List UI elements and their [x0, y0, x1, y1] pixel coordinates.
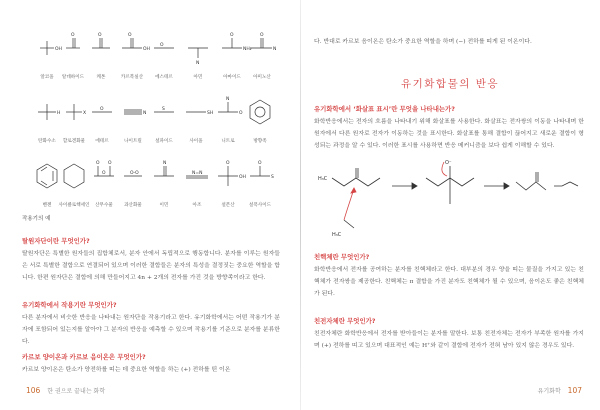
section-text-arrow: 화학반응에서는 전자의 흐름을 나타내기 위해 화살표를 사용한다. 화살표는 전자쌍의 이동을 나타내며 한 원자에서 다른 원자로 전자가 이동하는 것을 표시한다. 화살표를 통해 결합이 끊어지고 새로운 결합이 형성되는 과정을 알 수 있다. 이러한 표시를 사용하면 반응 메커니즘을 보다 쉽게 이해할 수 있다. — [314, 119, 584, 149]
label-carboxylic-acid: 카르복실산 — [120, 75, 144, 80]
section-heading-functional-group: 유기화학에서 작용기란 무엇인가? — [22, 301, 117, 309]
svg-text:O: O — [71, 33, 75, 38]
svg-text:O: O — [160, 43, 164, 48]
svg-text:N: N — [196, 61, 200, 66]
label-anhydride: 산무수물 — [95, 203, 113, 208]
svg-text:O: O — [102, 171, 106, 176]
section-text-carbocation: 카르보 양이온은 탄소가 양전하를 띠는 데 중요한 역할을 하는 (+) 전하를 띤 이온 — [22, 367, 231, 373]
reaction-mechanism-drawing — [314, 156, 584, 246]
label-nitro: 니트로 — [221, 139, 235, 144]
svg-text:S: S — [162, 107, 165, 112]
section-heading-nucleophile: 친핵체란 무엇인가? — [314, 253, 370, 261]
svg-text:O: O — [96, 161, 100, 166]
svg-text:O: O — [108, 161, 112, 166]
page-gutter — [300, 0, 301, 410]
label-o-minus: O⁻ — [445, 160, 452, 166]
svg-text:O‑O: O‑O — [130, 171, 139, 176]
page-number-right: 107 — [567, 386, 582, 395]
label-amine: 아민 — [193, 75, 203, 80]
label-ester: 에스테르 — [155, 75, 173, 80]
label-ketone: 케톤 — [96, 75, 106, 80]
svg-text:OH: OH — [239, 175, 246, 180]
figure-row-1 — [32, 22, 278, 74]
label-azo: 아조 — [192, 203, 202, 208]
figure-row-2-labels — [32, 138, 278, 148]
svg-text:O: O — [128, 33, 132, 38]
section-heading-electrophile: 친전자체란 무엇인가? — [314, 317, 376, 325]
figure-row-3 — [32, 150, 278, 202]
section-heading-aromatic: 탈원자단이란 무엇인가? — [22, 237, 90, 245]
label-ether: 에테르 — [95, 139, 109, 144]
svg-text:N: N — [143, 111, 147, 116]
svg-text:O: O — [239, 111, 243, 116]
structures-row-3 — [32, 150, 278, 202]
svg-text:O: O — [98, 33, 102, 38]
page-number-left: 106 — [26, 386, 41, 395]
label-cyclohexane: 사이클로헥세인 — [58, 203, 90, 208]
svg-text:OH: OH — [143, 47, 150, 52]
label-h3c-bottom: H₃C — [332, 232, 342, 238]
running-head-right: 유기화학 — [537, 388, 561, 395]
reaction-scheme — [314, 156, 584, 246]
figure-caption: 작용기의 예 — [22, 216, 51, 222]
svg-text:O: O — [260, 33, 264, 38]
section-text-nucleophile: 화학반응에서 전자를 공여하는 분자를 친핵체라고 한다. 대부분의 경우 양을 띠는 물질을 가지고 있는 친핵체가 전자쌍을 제공한다. 친핵체는 π 결합을 가진 분자도 친핵체가 될 수 있으며, 음이온도 좋은 친핵체가 된다. — [314, 267, 584, 297]
svg-text:O: O — [100, 107, 104, 112]
figure-row-3-labels — [32, 202, 278, 212]
svg-text:N=N: N=N — [192, 171, 203, 176]
section-text-functional-group: 다른 분자에서 비슷한 반응을 나타내는 원자단을 작용기라고 한다. 유기화학에서는 어떤 작용기가 분자에 포함되어 있는지를 알아야 그 분자의 반응을 예측할 수 있으며 작용기를 기준으로 분자를 분류한다. — [22, 315, 280, 345]
svg-text:N: N — [273, 47, 277, 52]
label-hydrocarbon: 탄화수소 — [38, 139, 56, 144]
functional-group-figure — [32, 22, 278, 212]
svg-text:OH: OH — [55, 47, 62, 52]
label-amino-acid: 아미노산 — [253, 75, 271, 80]
label-sulfonic-acid: 설폰산 — [221, 203, 235, 208]
section-heading-carbocation: 카르보 양이온과 카르보 음이온은 무엇인가? — [22, 353, 146, 361]
svg-text:NH₂: NH₂ — [243, 47, 252, 52]
right-page — [312, 8, 588, 400]
running-head-left: 한 권으로 끝내는 화학 — [47, 388, 106, 395]
label-sulfoxide: 설폭사이드 — [248, 203, 272, 208]
label-amide: 아마이드 — [223, 75, 241, 80]
svg-text:O: O — [258, 161, 262, 166]
figure-row-1-labels — [32, 74, 278, 84]
left-page — [18, 8, 284, 400]
folio-left — [26, 386, 105, 395]
svg-text:H: H — [57, 111, 61, 116]
structures-row-1 — [32, 22, 278, 74]
label-h3c-left: H₃C — [318, 176, 328, 182]
svg-text:N: N — [163, 161, 167, 166]
label-imine: 이민 — [159, 203, 169, 208]
carryover-text: 다. 반대로 카르보 음이온은 탄소가 중요한 역할을 하며 (−) 전하를 띠게 된 이온이다. — [314, 39, 532, 45]
label-thiol: 사이올 — [189, 139, 203, 144]
figure-row-2 — [32, 86, 278, 138]
svg-text:S: S — [271, 175, 274, 180]
svg-text:N: N — [226, 97, 230, 102]
svg-text:O: O — [230, 33, 234, 38]
label-halide: 할로겐화물 — [62, 139, 86, 144]
section-text-electrophile: 친전자체란 화학반응에서 전자를 받아들이는 분자를 말한다. 보통 친전자체는 전자가 부족한 원자를 가지며 (+) 전하를 띠고 있으며 대표적인 예는 H⁺와 같이 결합에 전자가 전혀 남아 있지 않은 경우도 있다. — [314, 331, 584, 349]
svg-text:O: O — [226, 161, 230, 166]
label-sulfide: 설파이드 — [155, 139, 173, 144]
label-peroxide: 과산화물 — [124, 203, 142, 208]
label-aromatic: 방향족 — [253, 139, 267, 144]
structures-row-2 — [32, 86, 278, 138]
label-benzene: 벤젠 — [42, 203, 52, 208]
folio-right — [538, 386, 582, 395]
section-heading-arrow: 유기화학에서 ‘화살표 표시’란 무엇을 나타내는가? — [314, 105, 455, 113]
chapter-title: 유기화합물의 반응 — [401, 78, 499, 90]
svg-text:X: X — [83, 111, 87, 116]
label-aldehyde: 알데하이드 — [61, 75, 85, 80]
svg-text:SH: SH — [207, 111, 214, 116]
section-text-aromatic: 탈원자단은 특별한 원자들의 집합체로서, 분자 안에서 독립적으로 행동합니다. 분자를 이루는 원자들은 서로 특별한 결합으로 연결되어 있으며 이러한 결합들은 분자의 특성을 결정짓는 중요한 역할을 합니다. 한편 원자단은 결합에 의해 만들어지고 4n + 2개의 전자를 가진 것을 방향족이라고 한다. — [22, 251, 280, 281]
label-nitrile: 나이트릴 — [124, 139, 142, 144]
label-alcohol: 알코올 — [40, 75, 54, 80]
